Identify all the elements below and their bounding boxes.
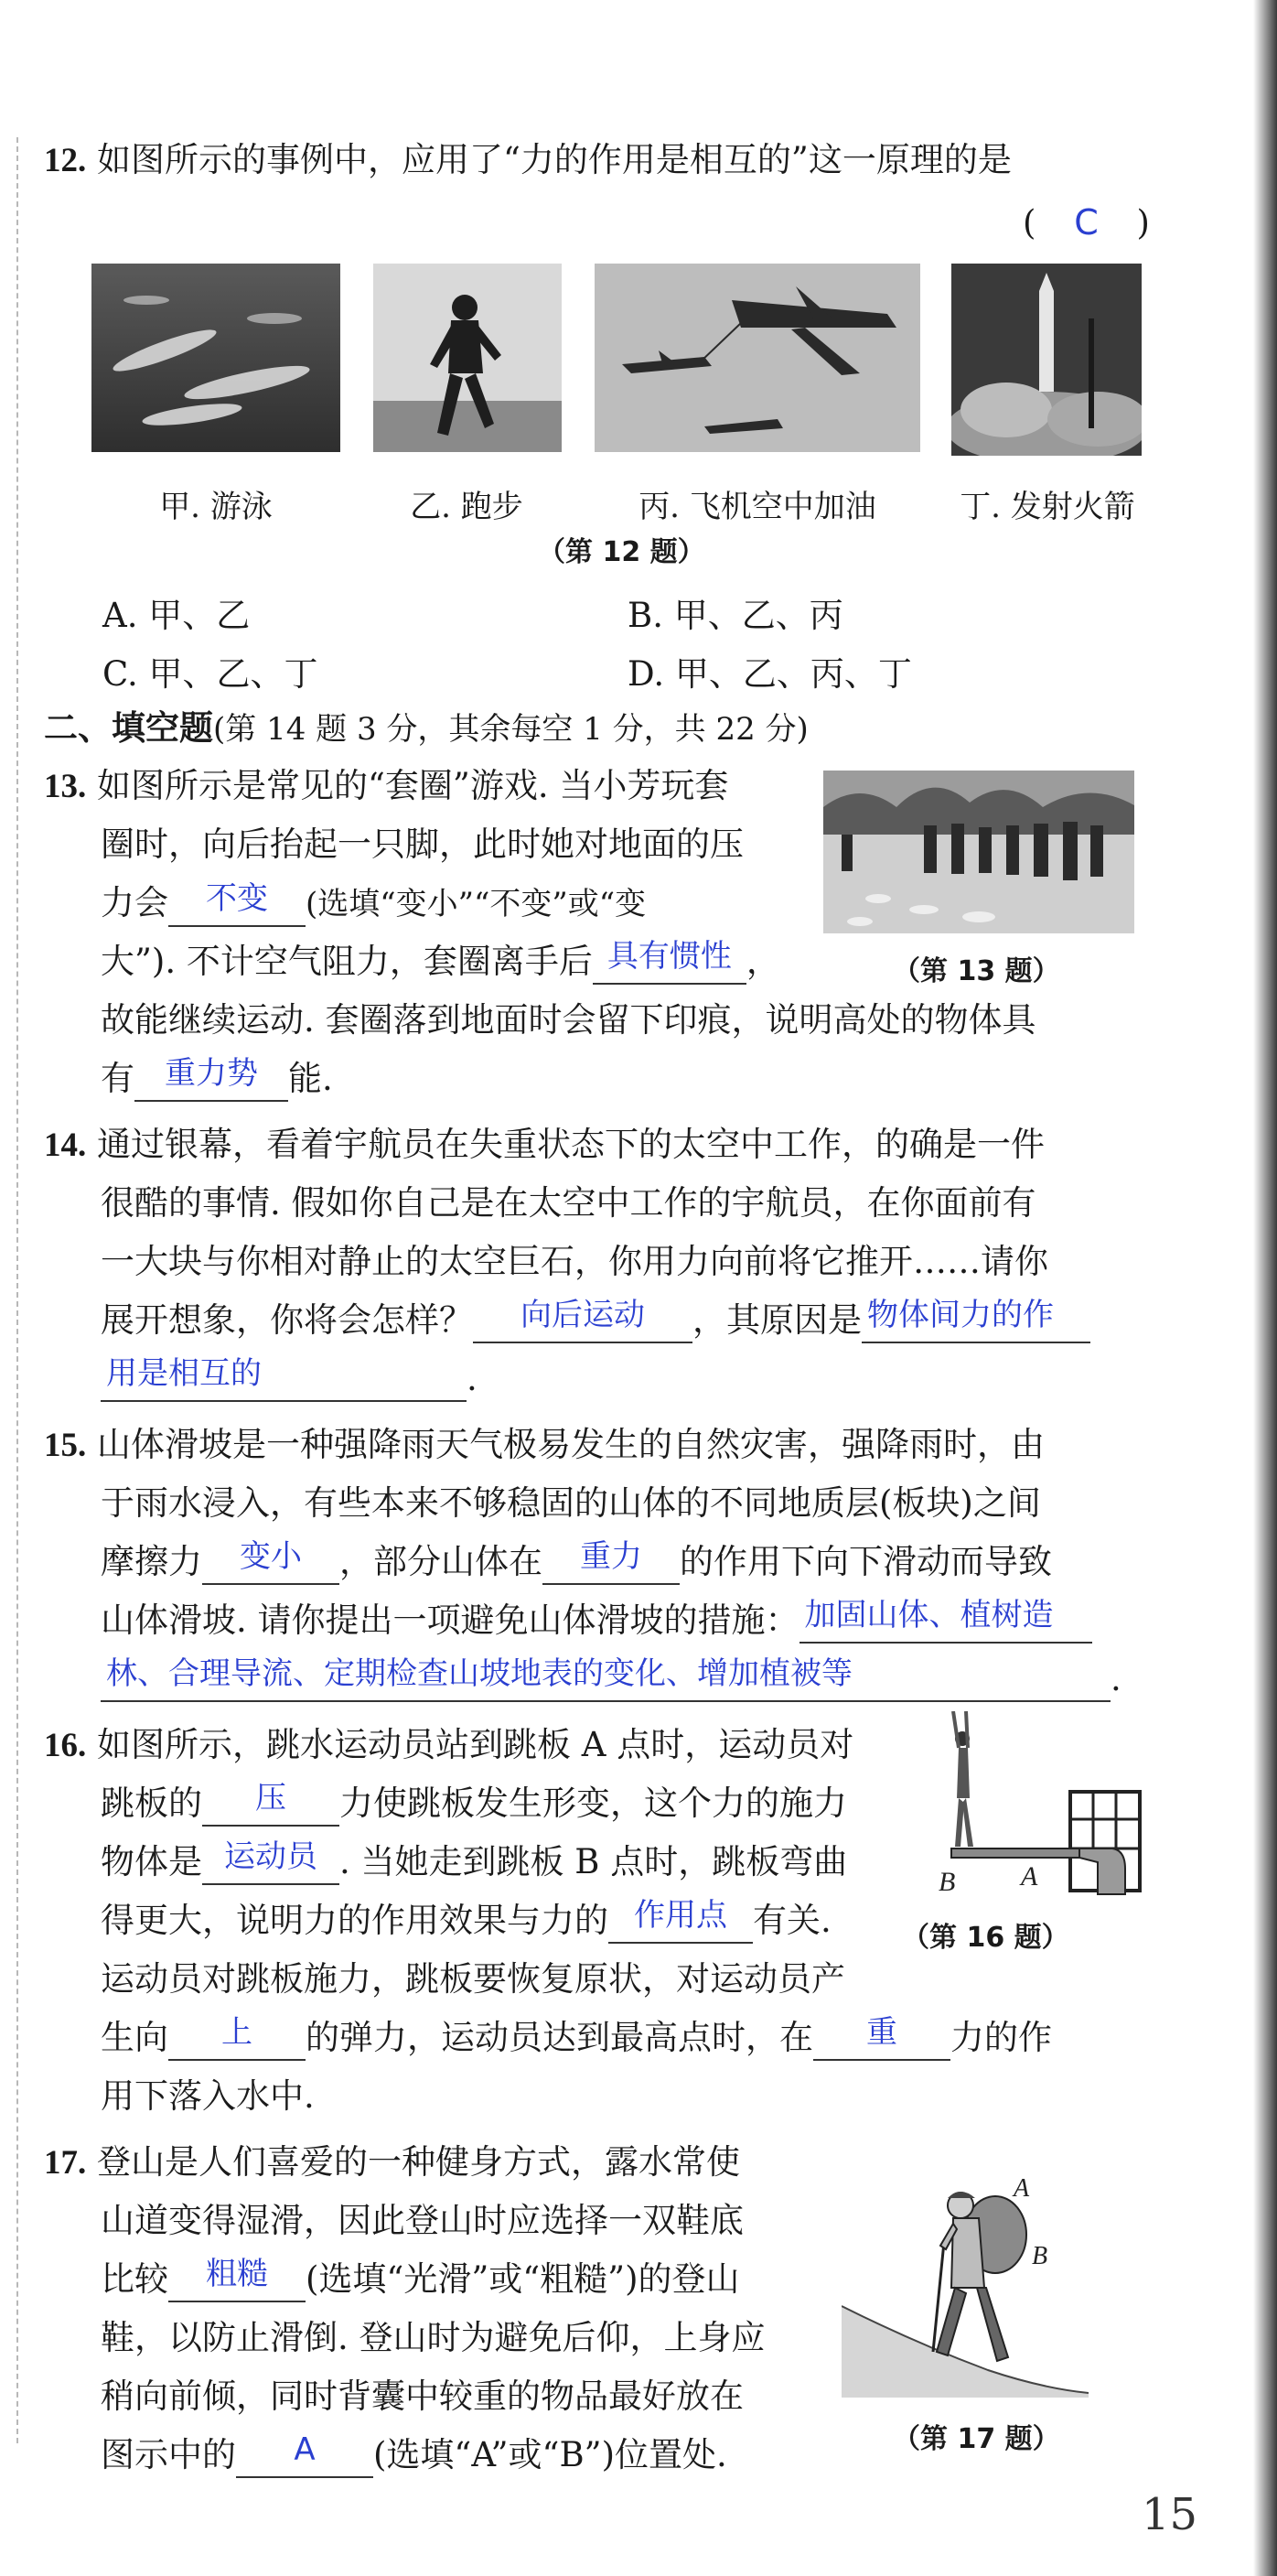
q12-answer: C: [1074, 202, 1099, 243]
photo-aerial-refueling: [595, 264, 920, 452]
q14-number: 14.: [44, 1126, 87, 1164]
q15-line-1: 15. 山体滑坡是一种强降雨天气极易发生的自然灾害，强降雨时，由: [44, 1425, 1046, 1464]
q17-line-2: 山道变得湿滑，因此登山时应选择一双鞋底: [101, 2201, 744, 2240]
q14-line-3: 一大块与你相对静止的太空巨石，你用力向前将它推开……请你: [101, 1242, 1048, 1281]
q16-figure-label-a: A: [1021, 1861, 1038, 1892]
q17-blank-2[interactable]: [236, 2432, 373, 2478]
q16-line-6: 生向 上 的弹力，运动员达到最高点时，在 重 力的作: [101, 2015, 1052, 2061]
q15-number: 15.: [44, 1427, 87, 1464]
q15-blank-3a[interactable]: [799, 1598, 1092, 1644]
q16-line-7: 用下落入水中.: [101, 2076, 315, 2116]
section-2-header: [44, 705, 809, 752]
q15-answer-2: 重力: [580, 1538, 642, 1575]
q17-figure-label-a: A: [1014, 2174, 1030, 2203]
q12-answer-paren: ( C ): [1023, 202, 1150, 243]
q13-line-3: 力会 不变 (选填“变小”“不变”或“变: [101, 880, 646, 927]
q15-blank-2[interactable]: [542, 1539, 680, 1585]
q12-number: 12.: [44, 142, 87, 179]
q12-stem-text: 如图所示的事例中，应用了“力的作用是相互的”这一原理的是: [97, 140, 1012, 179]
q16-blank-4[interactable]: [168, 2015, 306, 2061]
q16-answer-5: 重: [866, 2014, 897, 2051]
section-2-note: (第 14 题 3 分，其余每空 1 分，共 22 分): [213, 711, 809, 748]
q12-caption: （第 12 题）: [538, 536, 705, 568]
q15-answer-3a: 加固山体、植树造: [804, 1597, 1054, 1633]
q13-blank-2[interactable]: [593, 939, 746, 985]
q17-number: 17.: [44, 2144, 87, 2182]
q16-line-1: 16. 如图所示，跳水运动员站到跳板 A 点时，运动员对: [44, 1725, 854, 1764]
q12-option-d: D. 甲、乙、丙、丁: [628, 654, 912, 694]
q13-caption: （第 13 题）: [893, 955, 1060, 987]
q17-line-1: 17. 登山是人们喜爱的一种健身方式，露水常使: [44, 2142, 741, 2182]
q17-caption: （第 17 题）: [893, 2423, 1060, 2455]
q17-hiker-figure: [842, 2169, 1089, 2398]
photo-swimming: [91, 264, 340, 452]
q15-line-2: 于雨水浸入，有些本来不够稳固的山体的不同地质层(板块)之间: [101, 1483, 1041, 1523]
q16-diving-figure: [933, 1711, 1153, 1903]
q16-figure-label-b: B: [939, 1867, 956, 1897]
q13-answer-1: 不变: [206, 880, 268, 917]
q16-answer-3: 作用点: [634, 1897, 727, 1934]
q12-stem: [44, 137, 1012, 184]
q16-line-5: 运动员对跳板施力，跳板要恢复原状，对运动员产: [101, 1959, 845, 1999]
q17-line-4: 鞋，以防止滑倒. 登山时为避免后仰，上身应: [101, 2318, 766, 2357]
q17-figure-label-b: B: [1032, 2242, 1048, 2270]
q16-answer-4: 上: [221, 2014, 252, 2051]
q16-line-4: 得更大，说明力的作用效果与力的 作用点 有关.: [101, 1898, 832, 1944]
q13-blank-1[interactable]: [168, 881, 306, 927]
q13-answer-3: 重力势: [165, 1055, 258, 1092]
q13-line-6: 有 重力势 能.: [101, 1056, 333, 1102]
q13-number: 13.: [44, 768, 87, 805]
q14-blank-1[interactable]: [473, 1298, 692, 1343]
q12-option-a: A. 甲、乙: [102, 596, 251, 635]
q16-line-3: 物体是 运动员 . 当她走到跳板 B 点时，跳板弯曲: [101, 1839, 847, 1885]
q13-line-4: 大”). 不计空气阻力，套圈离手后 具有惯性 ，: [101, 939, 780, 985]
q17-answer-2: A: [294, 2431, 316, 2468]
q15-line-4: 山体滑坡. 请你提出一项避免山体滑坡的措施： 加固山体、植树造: [101, 1598, 1092, 1644]
page-number: 15: [1142, 2489, 1198, 2540]
q14-answer-2a: 物体间力的作: [867, 1297, 1054, 1333]
q12-label-running: 乙. 跑步: [410, 489, 523, 525]
q14-answer-2b: 用是相互的: [106, 1355, 262, 1392]
q13-line-2: 圈时，向后抬起一只脚，此时她对地面的压: [101, 825, 744, 864]
q15-blank-1[interactable]: [202, 1539, 339, 1585]
q14-line-4: 展开想象，你将会怎样？ 向后运动 ，其原因是 物体间力的作: [101, 1298, 1090, 1343]
q14-blank-2b[interactable]: [101, 1356, 467, 1402]
q17-line-3: 比较 粗糙 (选填“光滑”或“粗糙”)的登山: [101, 2257, 740, 2302]
q16-blank-1[interactable]: [202, 1781, 339, 1827]
section-2-title: 二、填空题: [44, 707, 213, 748]
q14-line-5: 用是相互的 .: [101, 1356, 478, 1402]
q12-label-refueling: 丙. 飞机空中加油: [638, 489, 876, 525]
q13-answer-2: 具有惯性: [606, 938, 732, 975]
q13-blank-3[interactable]: [134, 1056, 288, 1102]
q16-blank-3[interactable]: [608, 1898, 753, 1944]
q15-blank-3b[interactable]: [101, 1656, 1111, 1702]
q17-blank-1[interactable]: [168, 2257, 306, 2302]
q16-answer-2: 运动员: [224, 1838, 317, 1875]
q15-answer-1: 变小: [240, 1538, 302, 1575]
q16-answer-1: 压: [255, 1780, 286, 1816]
q13-line-1: 13. 如图所示是常见的“套圈”游戏. 当小芳玩套: [44, 766, 729, 805]
q17-answer-1: 粗糙: [206, 2256, 268, 2292]
q14-blank-2a[interactable]: [862, 1298, 1090, 1343]
q17-line-5: 稍向前倾，同时背囊中较重的物品最好放在: [101, 2377, 744, 2416]
q12-label-swimming: 甲. 游泳: [159, 489, 273, 525]
photo-ring-toss: [823, 771, 1134, 933]
q16-number: 16.: [44, 1727, 87, 1764]
photo-rocket-launch: [951, 264, 1142, 456]
q16-blank-5[interactable]: [813, 2015, 950, 2061]
q15-line-3: 摩擦力 变小 ，部分山体在 重力 的作用下向下滑动而导致: [101, 1539, 1052, 1585]
margin-dashed-line: [16, 137, 18, 2443]
q15-line-5: 林、合理导流、定期检查山坡地表的变化、增加植被等 .: [101, 1656, 1121, 1702]
q12-option-b: B. 甲、乙、丙: [628, 596, 843, 635]
q16-line-2: 跳板的 压 力使跳板发生形变，这个力的施力: [101, 1781, 847, 1827]
q17-line-6: 图示中的 A (选填“A”或“B”)位置处.: [101, 2432, 727, 2478]
q14-line-2: 很酷的事情. 假如你自己是在太空中工作的宇航员，在你面前有: [101, 1183, 1036, 1223]
q16-blank-2[interactable]: [202, 1839, 339, 1885]
q15-answer-3b: 林、合理导流、定期检查山坡地表的变化、增加植被等: [106, 1655, 853, 1692]
photo-running: [373, 264, 562, 452]
q14-line-1: 14. 通过银幕，看着宇航员在失重状态下的太空中工作，的确是一件: [44, 1125, 1046, 1164]
q14-answer-1: 向后运动: [520, 1297, 645, 1333]
q12-label-rocket: 丁. 发射火箭: [960, 489, 1135, 525]
q12-option-c: C. 甲、乙、丁: [102, 654, 318, 694]
page-edge-shadow: [1253, 0, 1277, 2576]
q16-caption: （第 16 题）: [902, 1922, 1069, 1954]
q13-line-5: 故能继续运动. 套圈落到地面时会留下印痕，说明高处的物体具: [101, 1000, 1036, 1040]
